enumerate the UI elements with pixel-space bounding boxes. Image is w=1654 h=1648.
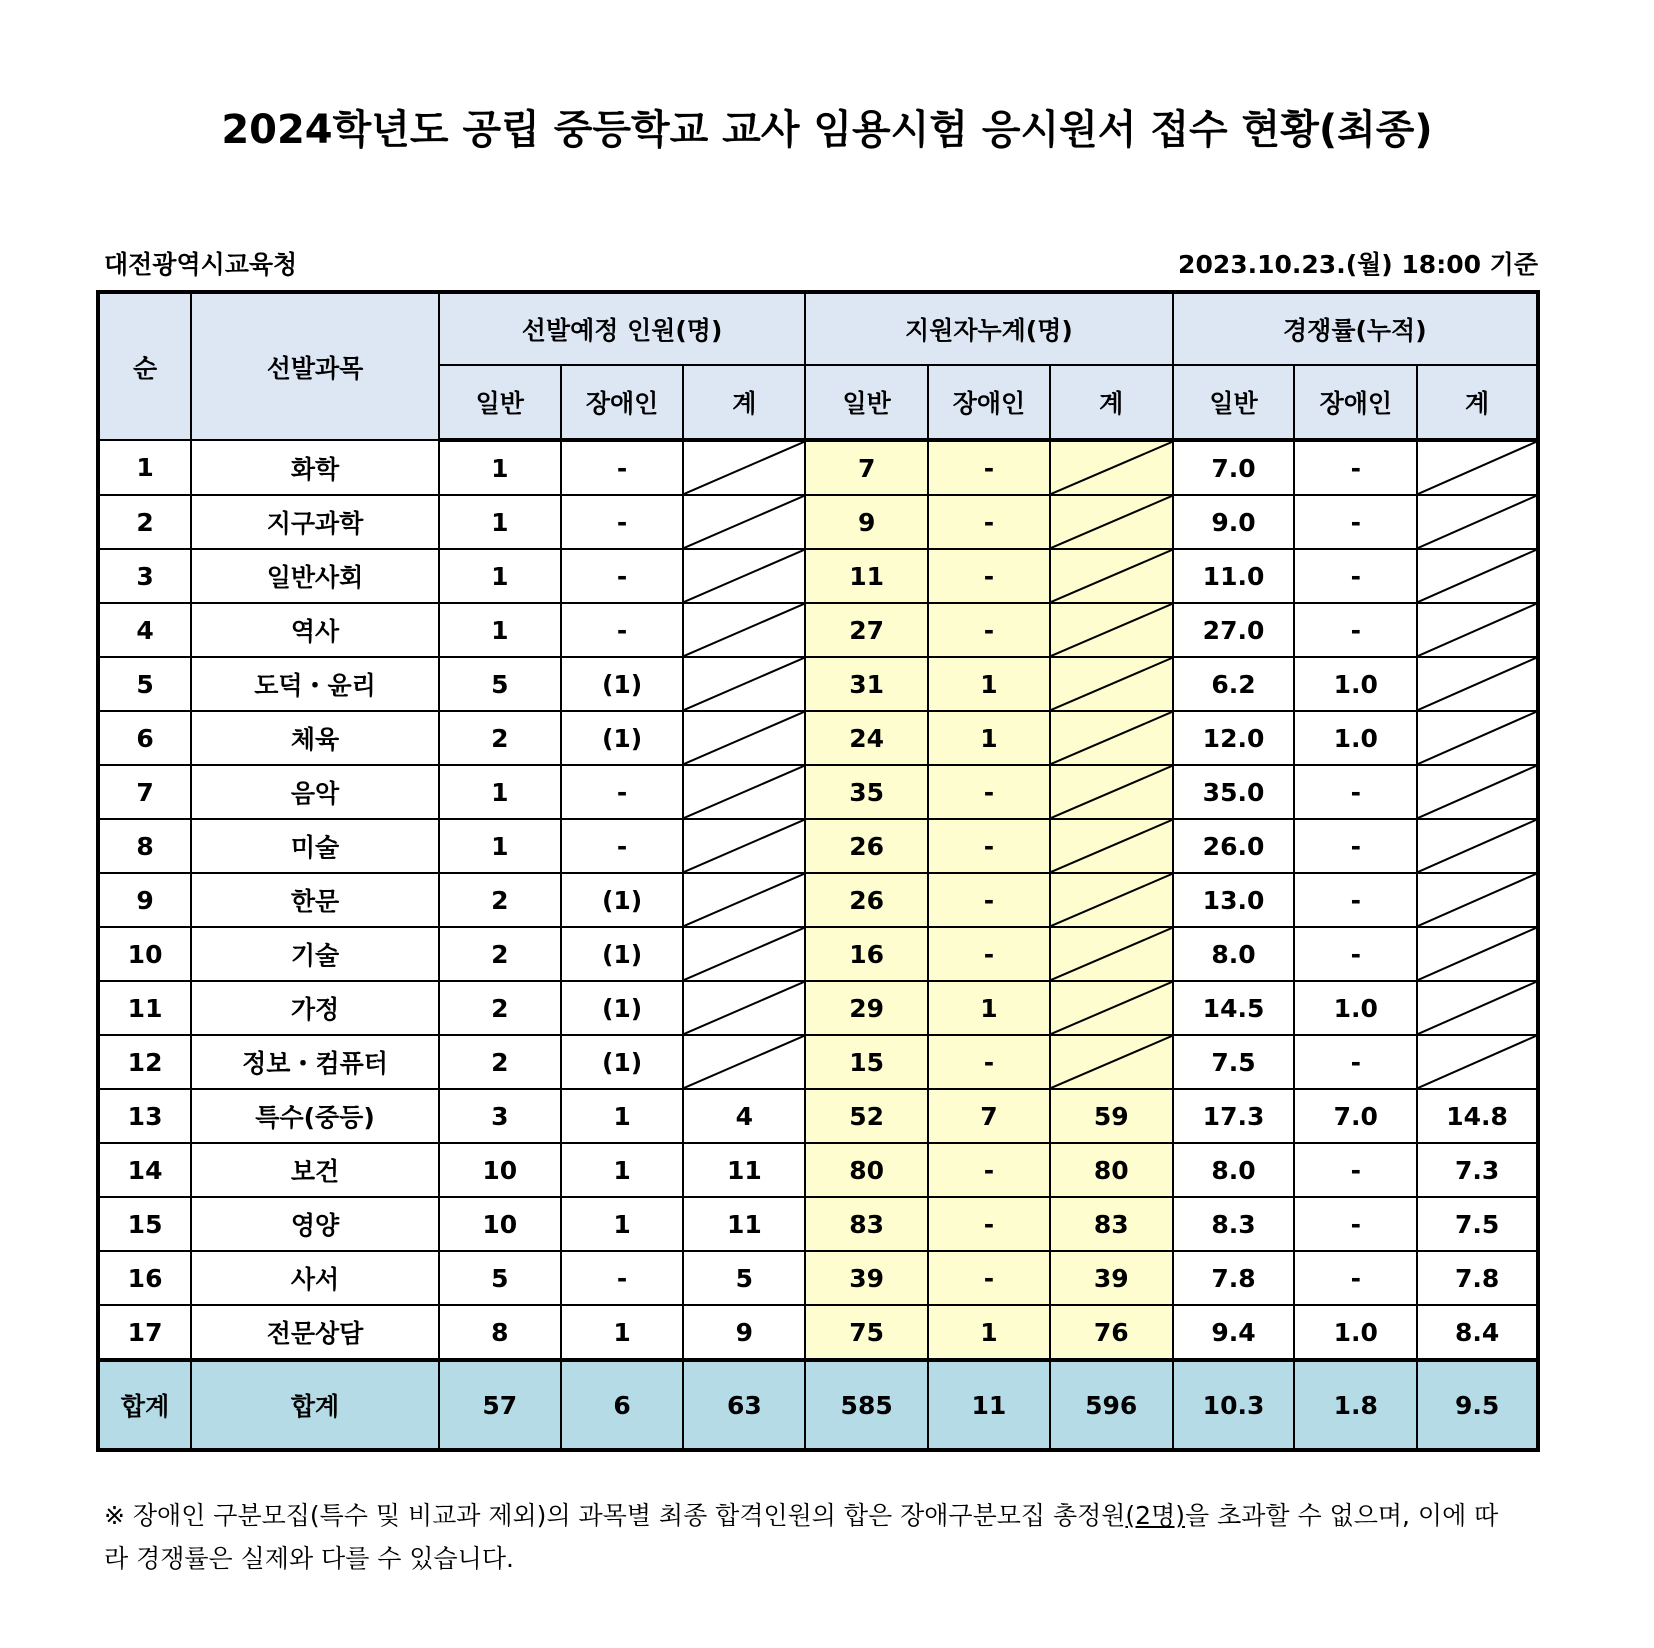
- ratio-disabled: -: [1294, 603, 1417, 657]
- row-subject: 가정: [191, 981, 439, 1035]
- applicants-total: [1050, 495, 1173, 549]
- diagonal-slash: [1051, 1036, 1172, 1088]
- ratio-total: [1417, 495, 1538, 549]
- total-ratio-total: 9.5: [1417, 1360, 1538, 1450]
- row-no: 12: [98, 1035, 191, 1089]
- planned-general: 2: [439, 873, 561, 927]
- planned-general: 3: [439, 1089, 561, 1143]
- row-no: 14: [98, 1143, 191, 1197]
- applicants-disabled: -: [928, 603, 1050, 657]
- planned-general: 5: [439, 657, 561, 711]
- ratio-total: [1417, 440, 1538, 495]
- applicants-total: [1050, 1035, 1173, 1089]
- table-row: [98, 711, 1538, 765]
- ratio-general: 14.5: [1173, 981, 1295, 1035]
- page-title: 2024학년도 공립 중등학교 교사 임용시험 응시원서 접수 현황(최종): [221, 107, 1433, 153]
- planned-total: 11: [683, 1197, 805, 1251]
- diagonal-slash: [1418, 658, 1536, 710]
- ratio-total: [1417, 927, 1538, 981]
- header-ratio-disabled: 장애인: [1294, 365, 1417, 440]
- ratio-disabled: -: [1294, 873, 1417, 927]
- ratio-general: 7.0: [1173, 440, 1295, 495]
- row-subject: 전문상담: [191, 1305, 439, 1360]
- table-row: [98, 1089, 1538, 1143]
- planned-disabled: 1: [561, 1305, 684, 1360]
- ratio-disabled: -: [1294, 927, 1417, 981]
- total-applicants-total: 596: [1050, 1360, 1173, 1450]
- diagonal-slash: [1418, 712, 1536, 764]
- planned-disabled: -: [561, 603, 684, 657]
- planned-general: 1: [439, 819, 561, 873]
- row-subject: 미술: [191, 819, 439, 873]
- table-row: [98, 495, 1538, 549]
- applicants-general: 15: [805, 1035, 928, 1089]
- ratio-total: 7.3: [1417, 1143, 1538, 1197]
- planned-disabled: -: [561, 549, 684, 603]
- ratio-general: 8.0: [1173, 927, 1295, 981]
- row-subject: 특수(중등): [191, 1089, 439, 1143]
- applicants-disabled: -: [928, 927, 1050, 981]
- header-ratio: 경쟁률(누적): [1173, 292, 1538, 365]
- diagonal-slash: [1418, 766, 1536, 818]
- planned-general: 1: [439, 440, 561, 495]
- applicants-disabled: -: [928, 440, 1050, 495]
- table-row: [98, 1197, 1538, 1251]
- footnote: [104, 1494, 1504, 1580]
- ratio-disabled: 1.0: [1294, 711, 1417, 765]
- planned-disabled: -: [561, 819, 684, 873]
- planned-general: 2: [439, 927, 561, 981]
- total-applicants-general: 585: [805, 1360, 928, 1450]
- applicants-disabled: -: [928, 819, 1050, 873]
- row-subject: 기술: [191, 927, 439, 981]
- row-no: 15: [98, 1197, 191, 1251]
- planned-general: 10: [439, 1143, 561, 1197]
- row-no: 5: [98, 657, 191, 711]
- planned-disabled: 1: [561, 1143, 684, 1197]
- applicants-total: [1050, 819, 1173, 873]
- planned-general: 5: [439, 1251, 561, 1305]
- organization-name: 대전광역시교육청: [104, 250, 298, 279]
- applicants-disabled: -: [928, 549, 1050, 603]
- ratio-general: 35.0: [1173, 765, 1295, 819]
- diagonal-slash: [684, 658, 804, 710]
- ratio-total: [1417, 1035, 1538, 1089]
- diagonal-slash: [684, 1036, 804, 1088]
- diagonal-slash: [684, 496, 804, 548]
- planned-disabled: (1): [561, 657, 684, 711]
- table-row: [98, 603, 1538, 657]
- ratio-general: 9.0: [1173, 495, 1295, 549]
- diagonal-slash: [1051, 982, 1172, 1034]
- ratio-general: 6.2: [1173, 657, 1295, 711]
- applicants-disabled: 1: [928, 1305, 1050, 1360]
- ratio-general: 7.5: [1173, 1035, 1295, 1089]
- row-no: 13: [98, 1089, 191, 1143]
- planned-total: [683, 549, 805, 603]
- ratio-general: 7.8: [1173, 1251, 1295, 1305]
- ratio-general: 11.0: [1173, 549, 1295, 603]
- row-subject: 한문: [191, 873, 439, 927]
- ratio-disabled: -: [1294, 1035, 1417, 1089]
- total-row-no: 합계: [98, 1360, 191, 1450]
- applicants-general: 31: [805, 657, 928, 711]
- row-no: 3: [98, 549, 191, 603]
- row-no: 16: [98, 1251, 191, 1305]
- header-ratio-total: 계: [1417, 365, 1538, 440]
- applicants-total: [1050, 981, 1173, 1035]
- diagonal-slash: [1418, 1036, 1536, 1088]
- planned-total: [683, 873, 805, 927]
- applicants-total: 76: [1050, 1305, 1173, 1360]
- planned-general: 1: [439, 549, 561, 603]
- applicants-general: 11: [805, 549, 928, 603]
- diagonal-slash: [1051, 442, 1172, 494]
- planned-total: [683, 927, 805, 981]
- table-row: [98, 1251, 1538, 1305]
- ratio-total: [1417, 873, 1538, 927]
- applicants-general: 35: [805, 765, 928, 819]
- ratio-general: 17.3: [1173, 1089, 1295, 1143]
- applicants-disabled: -: [928, 495, 1050, 549]
- diagonal-slash: [1418, 550, 1536, 602]
- ratio-disabled: -: [1294, 440, 1417, 495]
- row-no: 7: [98, 765, 191, 819]
- ratio-total: [1417, 549, 1538, 603]
- diagonal-slash: [684, 820, 804, 872]
- ratio-general: 8.0: [1173, 1143, 1295, 1197]
- planned-total: 4: [683, 1089, 805, 1143]
- diagonal-slash: [1418, 820, 1536, 872]
- row-no: 1: [98, 440, 191, 495]
- row-no: 9: [98, 873, 191, 927]
- planned-general: 10: [439, 1197, 561, 1251]
- planned-disabled: 1: [561, 1089, 684, 1143]
- header-subject: 선발과목: [191, 292, 439, 440]
- applicants-disabled: -: [928, 1143, 1050, 1197]
- planned-disabled: (1): [561, 873, 684, 927]
- row-no: 6: [98, 711, 191, 765]
- ratio-total: 7.8: [1417, 1251, 1538, 1305]
- footnote-text-2: 을 초과할 수 없으며, 이에 따라 경쟁률은 실제와 다를 수 있습니다.: [104, 1501, 1499, 1573]
- applicants-disabled: 1: [928, 981, 1050, 1035]
- planned-general: 2: [439, 981, 561, 1035]
- header-applicants: 지원자누계(명): [805, 292, 1172, 365]
- applicants-general: 26: [805, 873, 928, 927]
- table-row: [98, 927, 1538, 981]
- ratio-disabled: 1.0: [1294, 1305, 1417, 1360]
- planned-total: 11: [683, 1143, 805, 1197]
- applicants-general: 83: [805, 1197, 928, 1251]
- header-ratio-general: 일반: [1173, 365, 1295, 440]
- ratio-total: [1417, 657, 1538, 711]
- planned-disabled: (1): [561, 711, 684, 765]
- header-planned-general: 일반: [439, 365, 561, 440]
- applicants-total: 59: [1050, 1089, 1173, 1143]
- applicants-total: [1050, 657, 1173, 711]
- ratio-total: [1417, 711, 1538, 765]
- ratio-total: 7.5: [1417, 1197, 1538, 1251]
- ratio-total: [1417, 819, 1538, 873]
- row-no: 11: [98, 981, 191, 1035]
- diagonal-slash: [1418, 604, 1536, 656]
- diagonal-slash: [1051, 820, 1172, 872]
- planned-total: 5: [683, 1251, 805, 1305]
- diagonal-slash: [684, 442, 804, 494]
- table-row: [98, 1035, 1538, 1089]
- applicants-disabled: -: [928, 1251, 1050, 1305]
- total-applicants-disabled: 11: [928, 1360, 1050, 1450]
- row-subject: 체육: [191, 711, 439, 765]
- applicants-total: 83: [1050, 1197, 1173, 1251]
- applicants-general: 16: [805, 927, 928, 981]
- ratio-total: [1417, 765, 1538, 819]
- ratio-general: 12.0: [1173, 711, 1295, 765]
- as-of-date: 2023.10.23.(월) 18:00 기준: [1178, 250, 1538, 279]
- table-row: [98, 765, 1538, 819]
- header-planned-disabled: 장애인: [561, 365, 684, 440]
- ratio-disabled: -: [1294, 1143, 1417, 1197]
- planned-total: [683, 981, 805, 1035]
- table-row: [98, 657, 1538, 711]
- ratio-disabled: -: [1294, 819, 1417, 873]
- row-subject: 영양: [191, 1197, 439, 1251]
- total-row: [98, 1360, 1538, 1450]
- ratio-general: 26.0: [1173, 819, 1295, 873]
- header-planned-total: 계: [683, 365, 805, 440]
- diagonal-slash: [684, 550, 804, 602]
- diagonal-slash: [684, 712, 804, 764]
- diagonal-slash: [1051, 766, 1172, 818]
- diagonal-slash: [684, 982, 804, 1034]
- applicants-general: 52: [805, 1089, 928, 1143]
- table-row: [98, 819, 1538, 873]
- application-status-table: [96, 290, 1540, 1452]
- ratio-total: [1417, 603, 1538, 657]
- diagonal-slash: [1418, 496, 1536, 548]
- table-row: [98, 873, 1538, 927]
- planned-general: 1: [439, 495, 561, 549]
- applicants-total: [1050, 711, 1173, 765]
- applicants-total: [1050, 603, 1173, 657]
- planned-general: 1: [439, 603, 561, 657]
- ratio-total: [1417, 981, 1538, 1035]
- ratio-disabled: -: [1294, 495, 1417, 549]
- applicants-total: [1050, 873, 1173, 927]
- header-applicants-general: 일반: [805, 365, 928, 440]
- planned-total: [683, 819, 805, 873]
- applicants-total: [1050, 927, 1173, 981]
- header-planned: 선발예정 인원(명): [439, 292, 805, 365]
- applicants-disabled: -: [928, 1035, 1050, 1089]
- planned-general: 8: [439, 1305, 561, 1360]
- diagonal-slash: [1418, 982, 1536, 1034]
- applicants-total: [1050, 440, 1173, 495]
- planned-total: [683, 711, 805, 765]
- ratio-general: 8.3: [1173, 1197, 1295, 1251]
- footnote-text-1: ※ 장애인 구분모집(특수 및 비교과 제외)의 과목별 최종 합격인원의 합은 장애구분모집 총정원: [104, 1501, 1126, 1530]
- diagonal-slash: [1051, 550, 1172, 602]
- applicants-disabled: -: [928, 1197, 1050, 1251]
- applicants-disabled: 1: [928, 657, 1050, 711]
- ratio-general: 27.0: [1173, 603, 1295, 657]
- planned-total: [683, 657, 805, 711]
- header-applicants-total: 계: [1050, 365, 1173, 440]
- diagonal-slash: [684, 766, 804, 818]
- applicants-general: 29: [805, 981, 928, 1035]
- ratio-general: 13.0: [1173, 873, 1295, 927]
- row-no: 2: [98, 495, 191, 549]
- row-no: 4: [98, 603, 191, 657]
- table-row: [98, 549, 1538, 603]
- planned-total: [683, 765, 805, 819]
- planned-general: 2: [439, 1035, 561, 1089]
- planned-total: [683, 603, 805, 657]
- diagonal-slash: [1051, 604, 1172, 656]
- applicants-disabled: -: [928, 873, 1050, 927]
- planned-disabled: (1): [561, 1035, 684, 1089]
- total-row-subject: 합계: [191, 1360, 439, 1450]
- table-row: [98, 1305, 1538, 1360]
- planned-general: 2: [439, 711, 561, 765]
- diagonal-slash: [1051, 496, 1172, 548]
- planned-general: 1: [439, 765, 561, 819]
- diagonal-slash: [684, 874, 804, 926]
- ratio-general: 9.4: [1173, 1305, 1295, 1360]
- diagonal-slash: [1051, 928, 1172, 980]
- applicants-disabled: -: [928, 765, 1050, 819]
- ratio-total: 8.4: [1417, 1305, 1538, 1360]
- diagonal-slash: [684, 604, 804, 656]
- applicants-disabled: 1: [928, 711, 1050, 765]
- footnote-underlined: (2명): [1125, 1501, 1185, 1530]
- applicants-general: 7: [805, 440, 928, 495]
- row-subject: 일반사회: [191, 549, 439, 603]
- row-subject: 보건: [191, 1143, 439, 1197]
- table-row: [98, 981, 1538, 1035]
- applicants-general: 9: [805, 495, 928, 549]
- planned-disabled: -: [561, 440, 684, 495]
- applicants-general: 80: [805, 1143, 928, 1197]
- ratio-disabled: 1.0: [1294, 657, 1417, 711]
- ratio-disabled: 1.0: [1294, 981, 1417, 1035]
- diagonal-slash: [1418, 874, 1536, 926]
- ratio-disabled: -: [1294, 765, 1417, 819]
- applicants-general: 27: [805, 603, 928, 657]
- ratio-total: 14.8: [1417, 1089, 1538, 1143]
- row-no: 17: [98, 1305, 191, 1360]
- row-subject: 역사: [191, 603, 439, 657]
- planned-total: 9: [683, 1305, 805, 1360]
- planned-disabled: -: [561, 765, 684, 819]
- row-subject: 사서: [191, 1251, 439, 1305]
- header-applicants-disabled: 장애인: [928, 365, 1050, 440]
- applicants-total: [1050, 549, 1173, 603]
- planned-total: [683, 1035, 805, 1089]
- row-subject: 도덕・윤리: [191, 657, 439, 711]
- row-subject: 화학: [191, 440, 439, 495]
- row-subject: 정보・컴퓨터: [191, 1035, 439, 1089]
- planned-disabled: -: [561, 495, 684, 549]
- applicants-general: 75: [805, 1305, 928, 1360]
- total-planned-disabled: 6: [561, 1360, 684, 1450]
- diagonal-slash: [1051, 874, 1172, 926]
- row-no: 10: [98, 927, 191, 981]
- applicants-general: 24: [805, 711, 928, 765]
- total-planned-general: 57: [439, 1360, 561, 1450]
- applicants-total: [1050, 765, 1173, 819]
- applicants-total: 80: [1050, 1143, 1173, 1197]
- planned-disabled: (1): [561, 927, 684, 981]
- planned-disabled: (1): [561, 981, 684, 1035]
- ratio-disabled: 7.0: [1294, 1089, 1417, 1143]
- table-row: [98, 440, 1538, 495]
- total-planned-total: 63: [683, 1360, 805, 1450]
- planned-disabled: 1: [561, 1197, 684, 1251]
- total-ratio-general: 10.3: [1173, 1360, 1295, 1450]
- table-row: [98, 1143, 1538, 1197]
- applicants-total: 39: [1050, 1251, 1173, 1305]
- row-subject: 지구과학: [191, 495, 439, 549]
- diagonal-slash: [1051, 658, 1172, 710]
- total-ratio-disabled: 1.8: [1294, 1360, 1417, 1450]
- diagonal-slash: [1418, 928, 1536, 980]
- diagonal-slash: [1418, 442, 1536, 494]
- diagonal-slash: [1051, 712, 1172, 764]
- ratio-disabled: -: [1294, 1197, 1417, 1251]
- applicants-general: 39: [805, 1251, 928, 1305]
- ratio-disabled: -: [1294, 1251, 1417, 1305]
- applicants-disabled: 7: [928, 1089, 1050, 1143]
- planned-total: [683, 495, 805, 549]
- applicants-general: 26: [805, 819, 928, 873]
- planned-disabled: -: [561, 1251, 684, 1305]
- planned-total: [683, 440, 805, 495]
- row-no: 8: [98, 819, 191, 873]
- header-no: 순: [98, 292, 191, 440]
- diagonal-slash: [684, 928, 804, 980]
- row-subject: 음악: [191, 765, 439, 819]
- ratio-disabled: -: [1294, 549, 1417, 603]
